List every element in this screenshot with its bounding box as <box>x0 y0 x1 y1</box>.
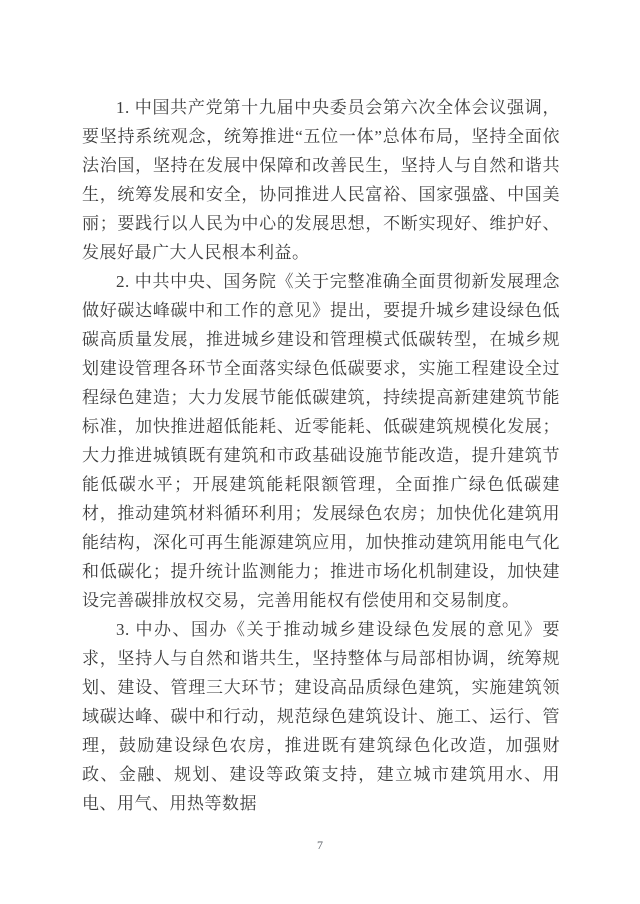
page-number: 7 <box>317 838 323 852</box>
document-body <box>82 93 560 818</box>
paragraph-3: 3. 中办、国办《关于推动城乡建设绿色发展的意见》要求，坚持人与自然和谐共生，坚持整体与局部相协调，统筹规划、建设、管理三大环节；建设高品质绿色建筑，实施建筑领域碳达峰、碳中和行动，规范绿色建筑设计、施工、运行、管理，鼓励建设绿色农房，推进既有建筑绿色化改造，加强财政、金融、规划、建设等政策支持，建立城市建筑用水、用电、用气、用热等数据 <box>82 620 560 813</box>
paragraph-2: 2. 中共中央、国务院《关于完整准确全面贯彻新发展理念 做好碳达峰碳中和工作的意见》提出，要提升城乡建设绿色低碳高质量发展，推进城乡建设和管理模式低碳转型，在城乡规划建设管理各环节全面落实绿色低碳要求，实施工程建设全过程绿色建造；大力发展节能低碳建筑，持续提高新建建筑节能标准，加快推进超低能耗、近零能耗、低碳建筑规模化发展；大力推进城镇既有建筑和市政基础设施节能改造，提升建筑节能低碳水平；开展建筑能耗限额管理，全面推广绿色低碳建材，推动建筑材料循环利用；发展绿色农房；加快优化建筑用能结构，深化可再生能源建筑应用，加快推动建筑用能电气化和低碳化；提升统计监测能力；推进市场化机制建设，加快建设完善碳排放权交易，完善用能权有偿使用和交易制度。 <box>82 272 560 610</box>
paragraph-1: 1. 中国共产党第十九届中央委员会第六次全体会议强调，要坚持系统观念，统筹推进“五位一体”总体布局，坚持全面依法治国，坚持在发展中保障和改善民生，坚持人与自然和谐共生，统筹发展和安全，协同推进人民富裕、国家强盛、中国美丽；要践行以人民为中心的发展思想，不断实现好、维护好、发展好最广大人民根本利益。 <box>82 98 560 262</box>
